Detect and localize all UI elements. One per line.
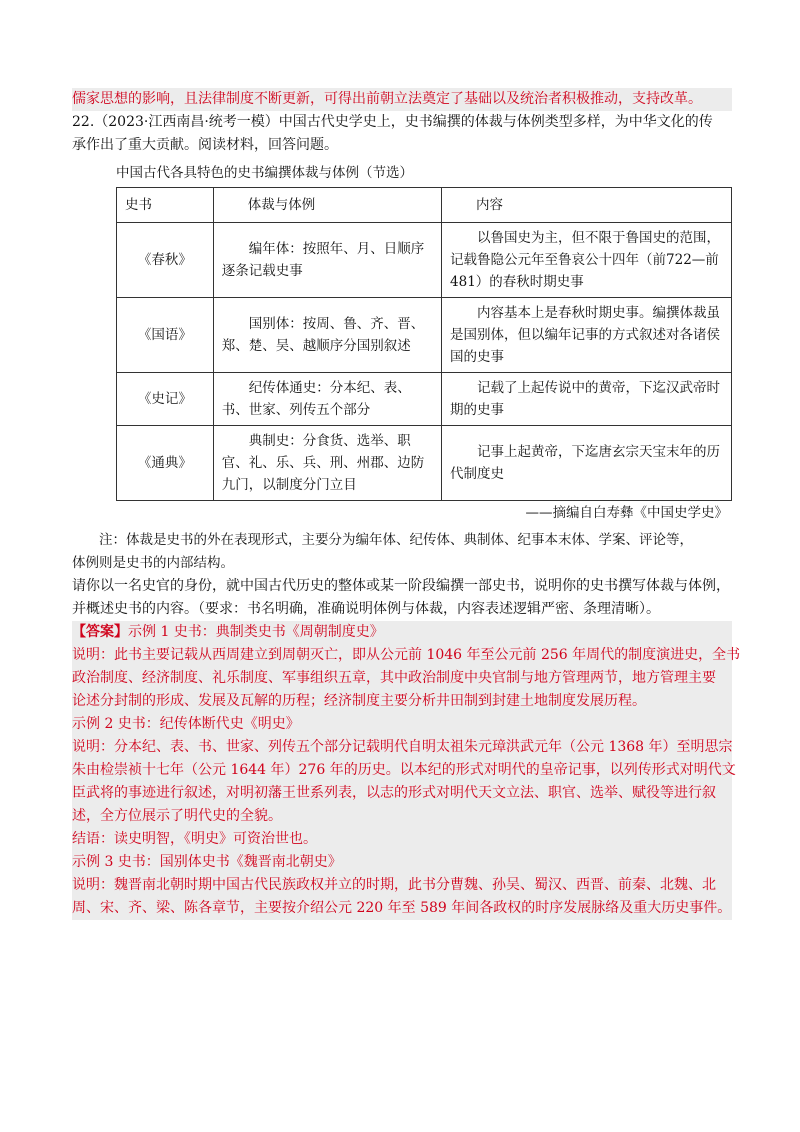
answer-line: 论述分封制的形成、发展及瓦解的历程；经济制度主要分析井田制到封建土地制度发展历程。 — [72, 690, 732, 713]
header-book: 史书 — [117, 188, 214, 223]
answer-line: 周、宋、齐、梁、陈各章节，主要按介绍公元 220 年至 589 年间各政权的时序发展脉络及重大历史事件。 — [72, 897, 732, 920]
history-books-table — [116, 187, 732, 501]
example-2-title: 示例 2 史书：纪传体断代史《明史》 — [72, 713, 732, 736]
task-line-2: 并概述史书的内容。（要求：书名明确，准确说明体例与体裁，内容表述逻辑严密、条理清晰）。 — [72, 601, 660, 617]
question-line-2: 承作出了重大贡献。阅读材料，回答问题。 — [72, 137, 338, 153]
note-line-2: 体例则是史书的内部结构。 — [72, 555, 234, 571]
answer-line: 说明：此书主要记载从西周建立到周朝灭亡，即从公元前 1046 年至公元前 256 年周代的制度演进史，全书 — [72, 644, 732, 667]
note-line-1: 注：体裁是史书的外在表现形式，主要分为编年体、纪传体、典制体、纪事本末体、学案、评论等， — [99, 532, 693, 548]
cell-content: 记载了上起传说中的黄帝，下迄汉武帝时期的史事 — [442, 373, 732, 426]
cell-book: 《国语》 — [117, 298, 214, 373]
cell-style: 典制史：分食货、选举、职官、礼、乐、兵、刑、州郡、边防九门，以制度分门立目 — [213, 426, 441, 501]
cell-book: 《春秋》 — [117, 223, 214, 298]
table-row — [117, 373, 732, 426]
answer-label: 【答案】 — [72, 624, 128, 640]
question-line-1 — [72, 111, 732, 134]
question-text-1: （2023·江西南昌·统考一模）中国古代史学史上，史书编撰的体裁与体例类型多样，为中华文化的传 — [94, 114, 713, 130]
task-line-1: 请你以一名史官的身份，就中国古代历史的整体或某一阶段编撰一部史书，说明你的史书撰写体裁与体例， — [72, 578, 730, 594]
example-3-title: 示例 3 史书：国别体史书《魏晋南北朝史》 — [72, 851, 732, 874]
table-header-row — [117, 188, 732, 223]
table-caption: 中国古代各具特色的史书编撰体裁与体例（节选） — [116, 165, 413, 181]
answer-line: 述，全方位展示了明代史的全貌。 — [72, 805, 732, 828]
example-2-conclusion: 结语：读史明智，《明史》可资治世也。 — [72, 828, 732, 851]
table-row — [117, 298, 732, 373]
example-1-title: 示例 1 史书：典制类史书《周朝制度史》 — [128, 624, 384, 640]
answer-example-1-title — [72, 621, 732, 644]
answer-line: 说明：分本纪、表、书、世家、列传五个部分记载明代自明太祖朱元璋洪武元年（公元 1368 年）至明思宗 — [72, 736, 732, 759]
source-citation: ——摘编自白寿彝《中国史学史》 — [525, 505, 728, 521]
cell-content: 以鲁国史为主，但不限于鲁国史的范围，记载鲁隐公元年至鲁哀公十四年（前722—前481）的春秋时期史事 — [442, 223, 732, 298]
cell-content: 内容基本上是春秋时期史事。编撰体裁虽是国别体，但以编年记事的方式叙述对各诸侯国的史事 — [442, 298, 732, 373]
header-style: 体裁与体例 — [213, 188, 441, 223]
answer-line: 臣武将的事迹进行叙述，对明初藩王世系列表，以志的形式对明代天文立法、职官、选举、赋役等进行叙 — [72, 782, 732, 805]
answer-line: 政治制度、经济制度、礼乐制度、军事组织五章，其中政治制度中央官制与地方管理两节，地方管理主要 — [72, 667, 732, 690]
table-row — [117, 426, 732, 501]
cell-content: 记事上起黄帝，下迄唐玄宗天宝末年的历代制度史 — [442, 426, 732, 501]
cell-style: 纪传体通史：分本纪、表、书、世家、列传五个部分 — [213, 373, 441, 426]
header-content: 内容 — [442, 188, 732, 223]
table-row — [117, 223, 732, 298]
cell-style: 编年体：按照年、月、日顺序逐条记载史事 — [213, 223, 441, 298]
question-number: 22. — [72, 114, 95, 130]
document-page — [72, 88, 741, 920]
answer-line: 朱由检崇祯十七年（公元 1644 年）276 年的历史。以本纪的形式对明代的皇帝记事，以列传形式对明代文 — [72, 759, 732, 782]
cell-book: 《史记》 — [117, 373, 214, 426]
answer-line: 说明：魏晋南北朝时期中国古代民族政权并立的时期，此书分曹魏、孙吴、蜀汉、西晋、前秦、北魏、北 — [72, 874, 732, 897]
previous-answer-tail: 儒家思想的影响，且法律制度不断更新，可得出前朝立法奠定了基础以及统治者积极推动，支持改革。 — [72, 88, 732, 111]
cell-style: 国别体：按周、鲁、齐、晋、郑、楚、吴、越顺序分国别叙述 — [213, 298, 441, 373]
cell-book: 《通典》 — [117, 426, 214, 501]
